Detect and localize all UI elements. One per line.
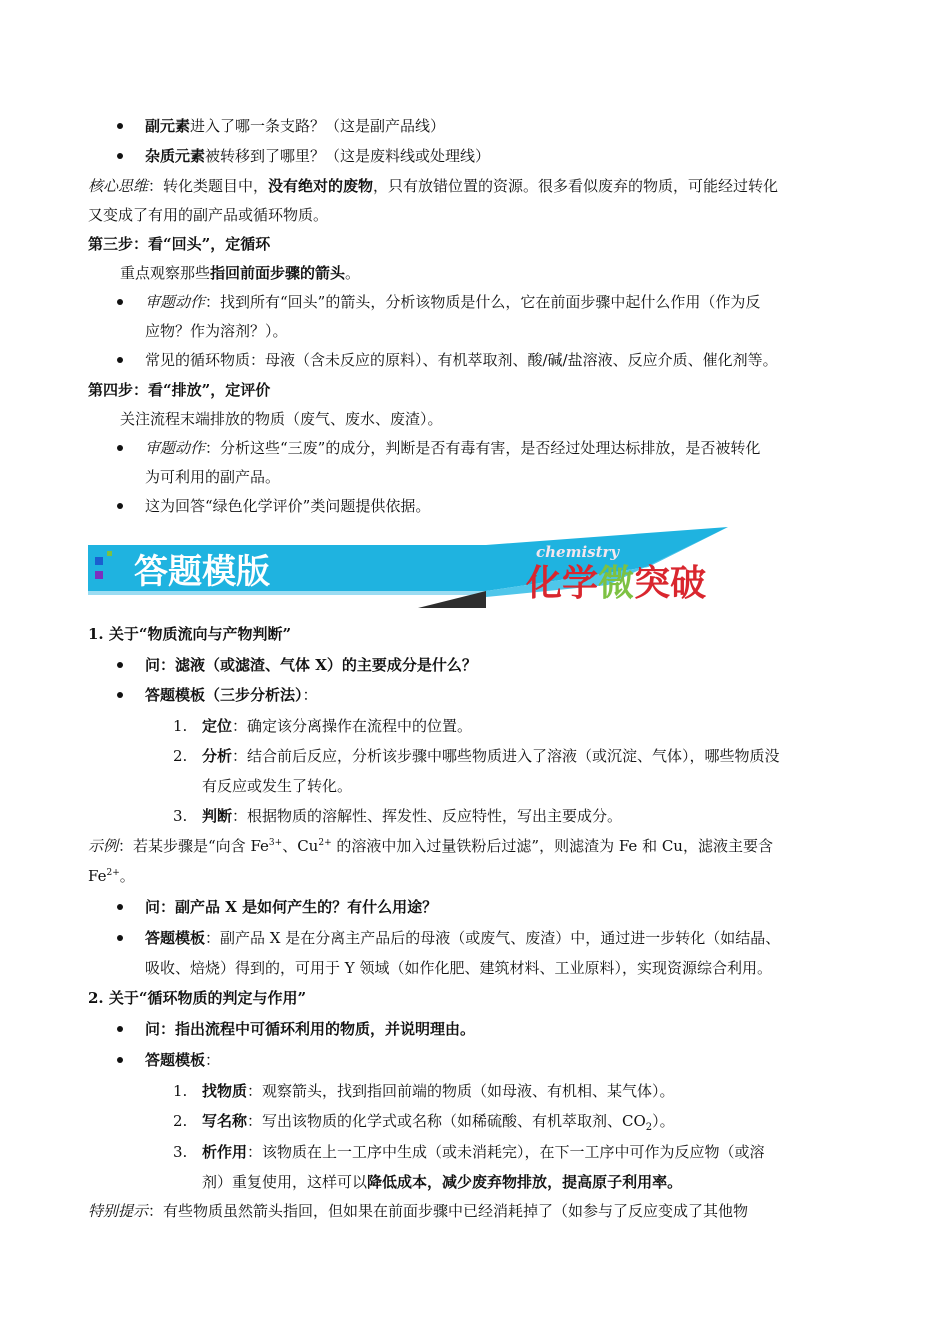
step3-intro: 重点观察那些指回前面步骤的箭头。	[120, 264, 361, 282]
step3-action-line1: 审题动作：找到所有“回头”的箭头，分析该物质是什么，它在前面步骤中起什么作用（作为反	[145, 293, 761, 311]
sec1-step-analyze-line2: 有反应或发生了转化。	[202, 777, 353, 795]
sec2-step-analyze: 析作用：该物质在上一工序中生成（或未消耗完），在下一工序中可作为反应物（或溶	[202, 1143, 765, 1161]
banner-square-icon	[95, 571, 103, 579]
bullet-dot	[117, 503, 123, 509]
logo-cn-part: 微	[598, 563, 635, 604]
bullet-dot	[117, 1026, 123, 1032]
step-number: 3.	[173, 1143, 188, 1161]
sec2-step-analyze-line2: 剂）重复使用，这样可以降低成本，减少废弃物排放，提高原子利用率。	[202, 1173, 683, 1191]
bullet-dot	[117, 1057, 123, 1063]
core-thinking-line1: 核心思维：转化类题目中，没有绝对的废物，只有放错位置的资源。很多看似废弃的物质，可能经过转化	[88, 177, 779, 195]
sec1-template2-line2: 吸收、焙烧）得到的，可用于 Y 领域（如作化肥、建筑材料、工业原料），实现资源综合利用。	[145, 959, 772, 977]
bullet-dot	[117, 935, 123, 941]
logo-cn-part: 化学	[526, 563, 599, 604]
step4-green-chem: 这为回答“绿色化学评价”类问题提供依据。	[145, 497, 431, 515]
sec2-heading: 2. 关于“循环物质的判定与作用”	[88, 989, 307, 1007]
sec1-step-judge: 判断：根据物质的溶解性、挥发性、反应特性，写出主要成分。	[202, 807, 623, 825]
step3-common-cycle: 常见的循环物质：母液（含未反应的原料）、有机萃取剂、酸/碱/盐溶液、反应介质、催化剂等。	[145, 351, 778, 369]
banner-title: 答题模版	[134, 552, 270, 592]
bullet-dot	[117, 299, 123, 305]
bullet-dot	[117, 692, 123, 698]
section-banner	[88, 527, 738, 612]
step-number: 3.	[173, 807, 188, 825]
bullet-impurity-element: 杂质元素被转移到了哪里？（这是废料线或处理线）	[145, 147, 491, 165]
logo-cn-part: 突破	[634, 563, 707, 604]
bullet-dot	[117, 904, 123, 910]
step3-heading: 第三步：看“回头”，定循环	[88, 235, 271, 253]
step4-heading: 第四步：看“排放”，定评价	[88, 381, 271, 399]
core-thinking-line2: 又变成了有用的副产品或循环物质。	[88, 206, 329, 224]
bullet-dot	[117, 153, 123, 159]
bullet-dot	[117, 123, 123, 129]
step4-intro: 关注流程末端排放的物质（废气、废水、废渣）。	[120, 410, 443, 428]
sec2-step-find: 找物质：观察箭头，找到指回前端的物质（如母液、有机相、某气体）。	[202, 1082, 675, 1100]
banner-square-icon	[107, 551, 112, 556]
sec2-question1: 问：指出流程中可循环利用的物质，并说明理由。	[145, 1020, 476, 1038]
sec1-step-locate: 定位：确定该分离操作在流程中的位置。	[202, 717, 473, 735]
sec1-example-line2: $Fe^{2+}$。	[88, 867, 135, 885]
sec1-heading: 1. 关于“物质流向与产物判断”	[88, 625, 292, 643]
sec1-template2-line1: 答题模板：副产品 X 是在分离主产品后的母液（或废气、废渣）中，通过进一步转化（如结晶、	[145, 929, 781, 947]
sec1-example-line1: 示例：若某步骤是“向含 $Fe^{3+}$、$Cu^{2+}$ 的溶液中加入过量铁粉后过滤”，则滤渣为 Fe 和 Cu，滤液主要含	[88, 837, 773, 855]
step-number: 1.	[173, 1082, 188, 1100]
step-number: 2.	[173, 1112, 188, 1130]
logo-cn-text	[525, 563, 706, 604]
step3-action-line2: 应物？作为溶剂？）。	[145, 322, 288, 340]
step-number: 2.	[173, 747, 188, 765]
banner-square-icon	[95, 557, 103, 565]
sec1-question2: 问：副产品 X 是如何产生的？有什么用途？	[145, 898, 438, 916]
sec1-step-analyze: 分析：结合前后反应，分析该步骤中哪些物质进入了溶液（或沉淀、气体），哪些物质没	[202, 747, 780, 765]
sec1-question1: 问：滤液（或滤渣、气体 X）的主要成分是什么？	[145, 656, 477, 674]
sec2-special-tip: 特别提示：有些物质虽然箭头指回，但如果在前面步骤中已经消耗掉了（如参与了反应变成了其他物	[88, 1202, 749, 1220]
banner-graphic	[88, 527, 738, 612]
step-number: 1.	[173, 717, 188, 735]
sec2-step-name: 写名称：写出该物质的化学式或名称（如稀硫酸、有机萃取剂、$CO_2$）。	[202, 1112, 675, 1133]
bullet-dot	[117, 445, 123, 451]
step4-action-line1: 审题动作：分析这些“三废”的成分，判断是否有毒有害，是否经过处理达标排放，是否被转化	[145, 439, 761, 457]
sec2-template-title: 答题模板：	[145, 1051, 221, 1069]
logo-chemistry-text: chemistry	[536, 543, 620, 561]
bullet-secondary-element: 副元素进入了哪一条支路？（这是副产品线）	[145, 117, 446, 135]
bullet-dot	[117, 357, 123, 363]
sec1-template-title: 答题模板（三步分析法）：	[145, 686, 318, 704]
step4-action-line2: 为可利用的副产品。	[145, 468, 281, 486]
bullet-dot	[117, 662, 123, 668]
